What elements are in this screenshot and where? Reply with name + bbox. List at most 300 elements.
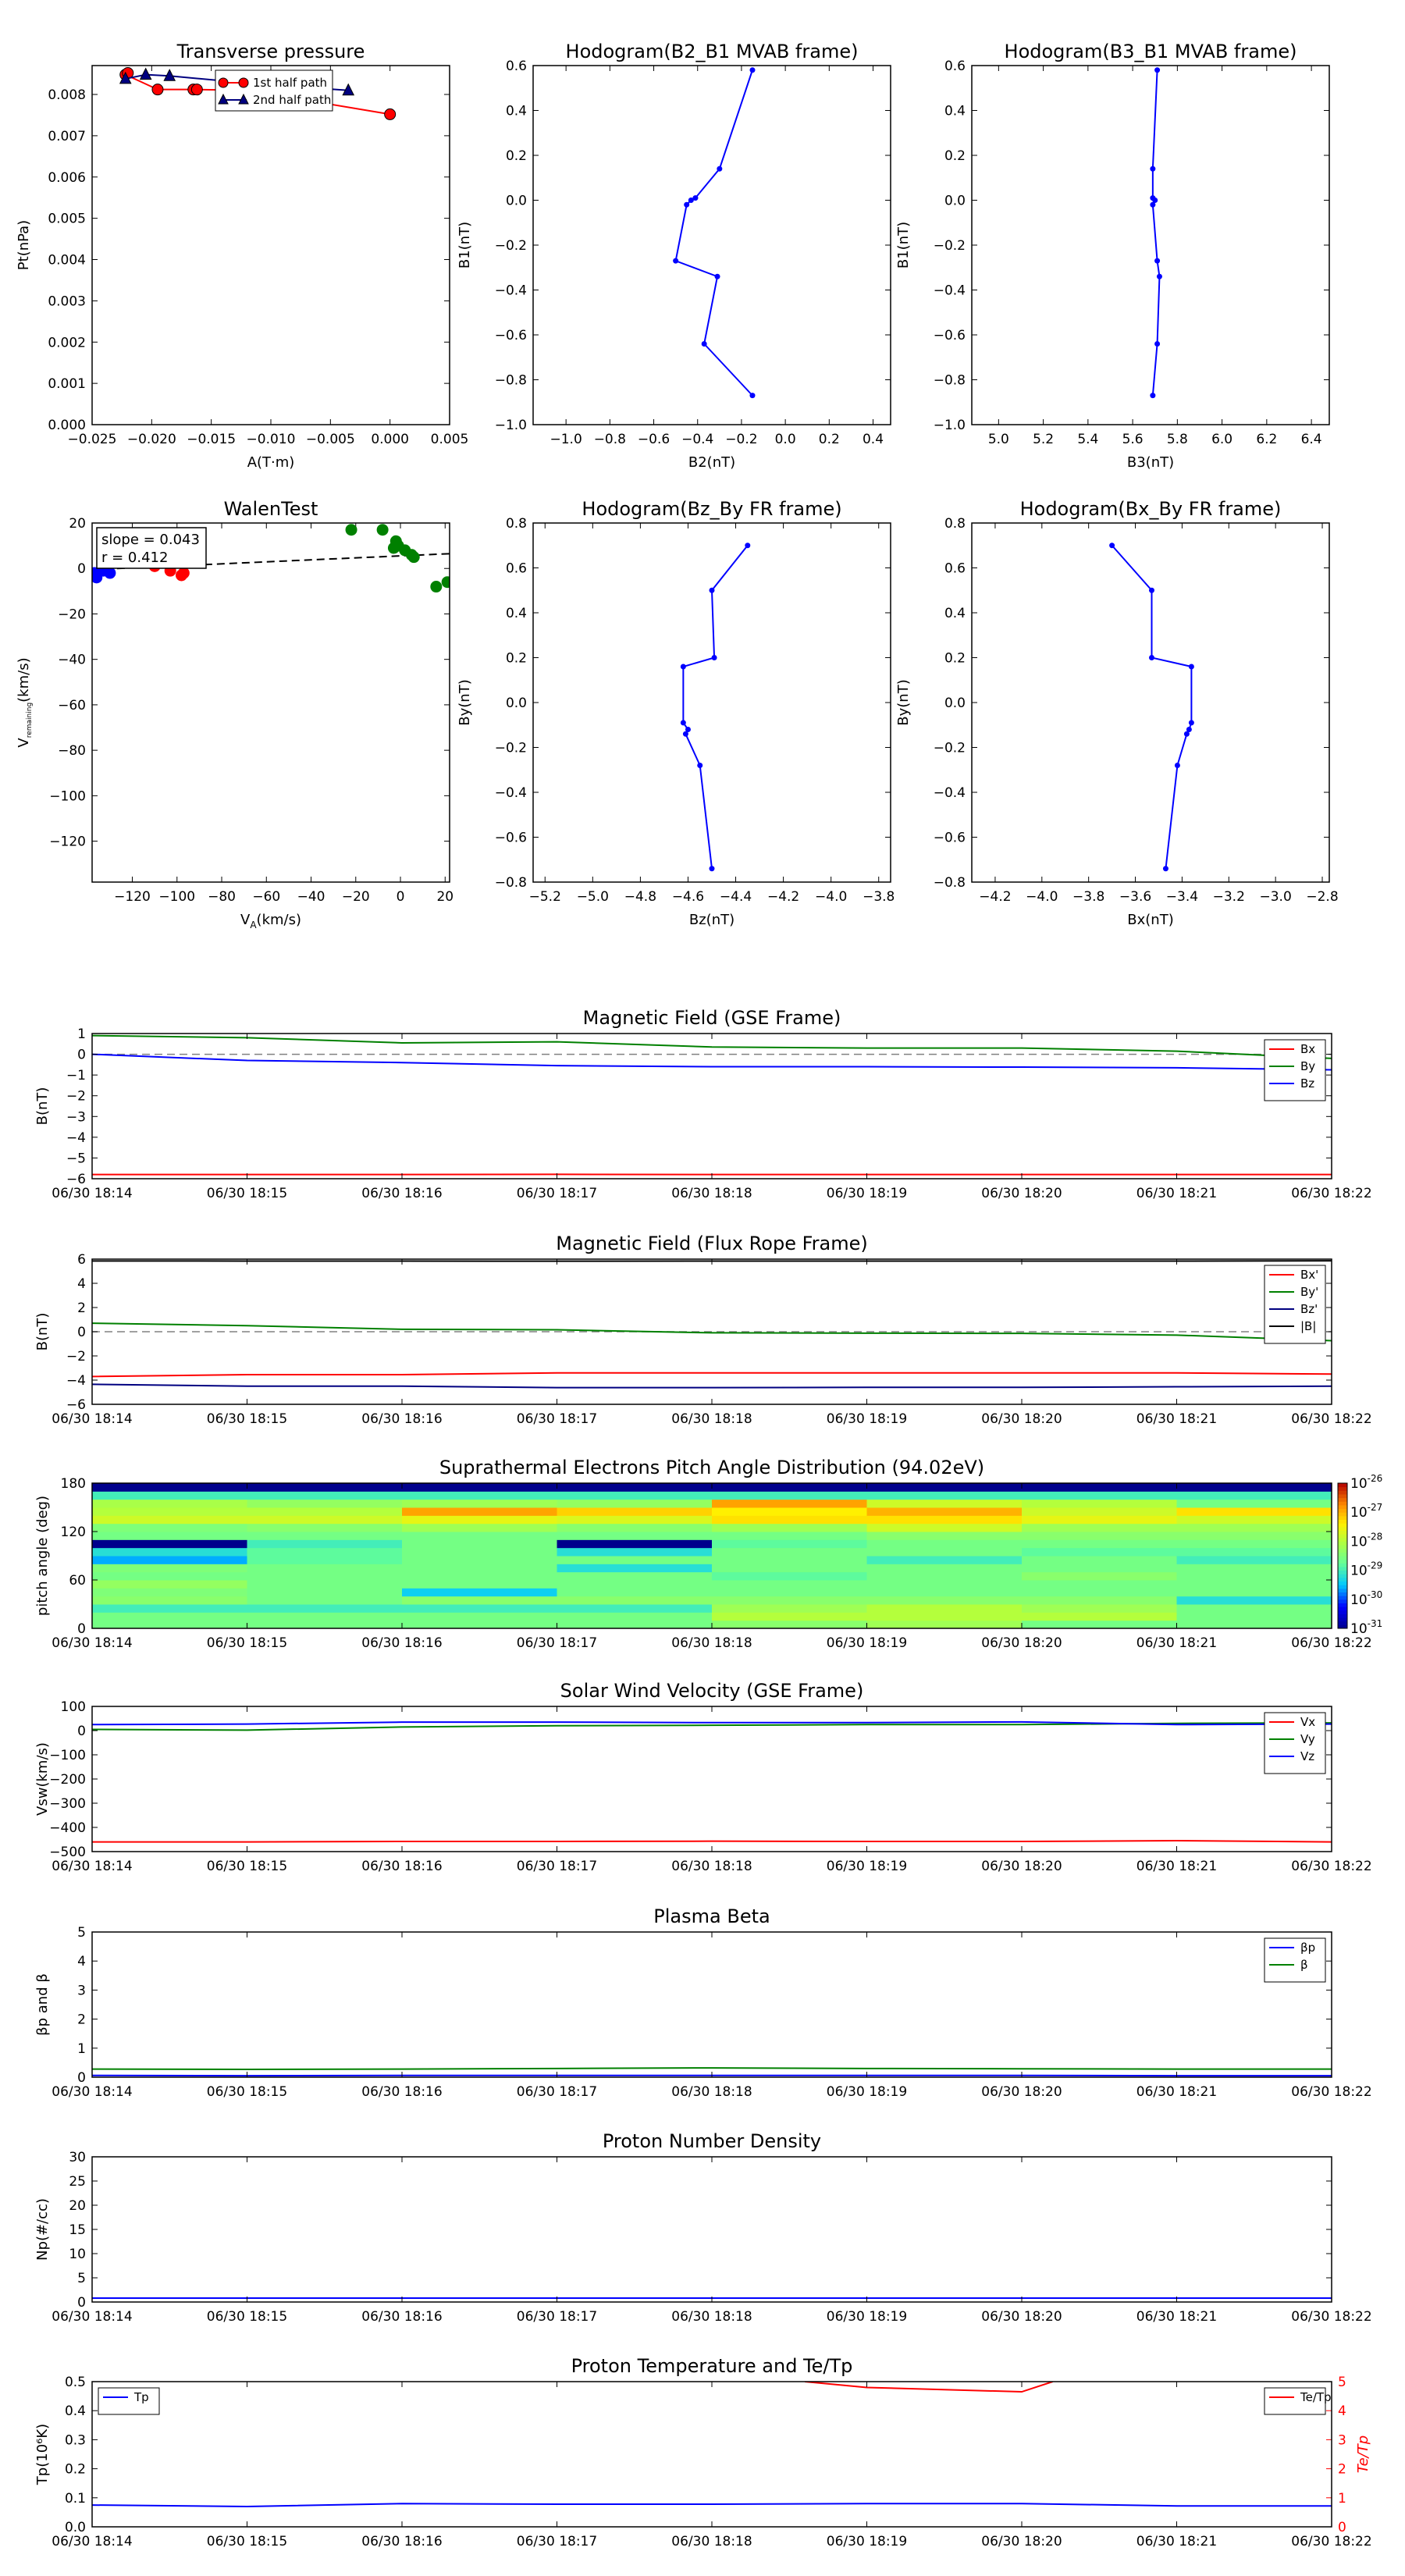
y-tick-label: −0.8 <box>494 875 527 891</box>
y-tick-label: −4 <box>66 1130 86 1146</box>
x-tick-label: 06/30 18:20 <box>981 2309 1062 2325</box>
colorbar-step <box>1338 1523 1347 1527</box>
x-tick-label: 06/30 18:16 <box>361 1859 443 1874</box>
heatmap-cell <box>557 1548 713 1557</box>
heatmap-cell <box>402 1621 557 1629</box>
panel-p3 <box>34 1457 1382 1651</box>
x-tick-label: 06/30 18:14 <box>52 1411 133 1427</box>
y-tick-label: −0.6 <box>933 328 966 343</box>
x-tick-label: −1.0 <box>550 432 582 447</box>
colorbar-tick-label <box>1350 1560 1382 1579</box>
heatmap-cell <box>712 1548 867 1557</box>
y-tick-label: 0.8 <box>944 516 966 532</box>
heatmap-cell <box>867 1500 1023 1508</box>
data-point <box>152 84 163 95</box>
heatmap-cell <box>1177 1572 1332 1581</box>
x-tick-label: −0.4 <box>681 432 714 447</box>
x-tick-label: −3.4 <box>1165 889 1199 905</box>
heatmap-cell <box>1022 1580 1177 1589</box>
data-point <box>710 588 715 593</box>
y-tick-label: −6 <box>66 1397 86 1413</box>
y-axis-label: B(nT) <box>34 1312 51 1351</box>
data-point <box>681 720 686 725</box>
x-tick-label: 06/30 18:16 <box>361 1635 443 1651</box>
panel-title: Magnetic Field (GSE Frame) <box>582 1007 841 1029</box>
heatmap-cell <box>1177 1515 1332 1524</box>
colorbar-step <box>1338 1530 1347 1534</box>
heatmap-cell <box>402 1539 557 1548</box>
x-tick-label: 06/30 18:17 <box>516 1411 598 1427</box>
data-point <box>346 525 357 535</box>
heatmap-cell <box>557 1556 713 1564</box>
y-tick-label: −300 <box>49 1796 86 1812</box>
heatmap-cell <box>867 1548 1023 1557</box>
data-point <box>1149 655 1154 660</box>
colorbar-step <box>1338 1487 1347 1491</box>
y-tick-label: −60 <box>58 697 86 713</box>
x-tick-label: 0.000 <box>371 432 410 447</box>
y-tick-label: −0.4 <box>933 785 966 801</box>
y-tick-label-right: 2 <box>1338 2461 1346 2478</box>
heatmap-cell <box>1022 1500 1177 1508</box>
y-axis-label-right: Te/Tp <box>1355 2435 1371 2474</box>
colorbar-step <box>1338 1556 1347 1560</box>
heatmap-cell <box>92 1524 247 1532</box>
data-point <box>1157 274 1162 279</box>
panel-title: Magnetic Field (Flux Rope Frame) <box>556 1233 868 1254</box>
y-tick-label: −0.4 <box>494 785 527 801</box>
colorbar-tick-exp: -27 <box>1367 1502 1383 1514</box>
heatmap-cell <box>92 1515 247 1524</box>
chart-c6 <box>895 498 1339 928</box>
y-tick-label: −0.6 <box>494 830 527 846</box>
y-tick-label: 10 <box>69 2247 86 2262</box>
colorbar-step <box>1338 1599 1347 1603</box>
y-tick-label: 0.3 <box>64 2432 86 2449</box>
x-tick-label: 06/30 18:22 <box>1291 1411 1372 1427</box>
heatmap-cell <box>1177 1564 1332 1572</box>
y-tick-label: 0.6 <box>944 59 966 74</box>
y-tick-label: 1 <box>77 2041 86 2057</box>
x-tick-label: 06/30 18:17 <box>516 2084 598 2100</box>
heatmap-cell <box>402 1580 557 1589</box>
data-point <box>717 166 722 172</box>
y-tick-label-right: 0 <box>1338 2520 1346 2535</box>
legend <box>1264 1040 1325 1101</box>
y-tick-label: 120 <box>60 1525 86 1540</box>
chart-c5 <box>457 498 895 928</box>
y-tick-label: 2 <box>77 1300 86 1316</box>
x-tick-label: −100 <box>158 889 196 905</box>
colorbar-step <box>1338 1596 1347 1599</box>
data-point <box>140 69 151 80</box>
x-tick-label: 06/30 18:21 <box>1136 1411 1218 1427</box>
legend-label: Bx' <box>1300 1268 1319 1282</box>
panel-title: Plasma Beta <box>653 1905 770 1927</box>
y-tick-label: 0.2 <box>505 650 527 667</box>
x-tick-label: 5.6 <box>1122 432 1144 447</box>
y-tick-label: 0.6 <box>505 560 527 577</box>
y-tick-label: 0.006 <box>48 169 86 186</box>
legend <box>1264 1713 1325 1774</box>
data-point <box>1189 664 1194 670</box>
x-tick-label: 06/30 18:22 <box>1291 1635 1372 1651</box>
heatmap-cell <box>1177 1500 1332 1508</box>
y-tick-label: 0.0 <box>505 193 527 209</box>
colorbar-step <box>1338 1490 1347 1494</box>
y-tick-label-right: 3 <box>1338 2432 1346 2449</box>
heatmap-cell <box>557 1532 713 1540</box>
legend-label: βp <box>1300 1941 1316 1955</box>
plot-area <box>92 1483 1332 1629</box>
heatmap-cell <box>1177 1588 1332 1596</box>
heatmap-cell <box>712 1539 867 1548</box>
y-tick-label: 0.004 <box>48 252 86 269</box>
heatmap-cell <box>557 1507 713 1516</box>
x-axis-label: Bx(nT) <box>1127 912 1174 928</box>
y-tick-label: 0.4 <box>944 103 966 119</box>
data-point <box>683 731 688 737</box>
heatmap-cell <box>1177 1532 1332 1540</box>
heatmap-cell <box>557 1500 713 1508</box>
colorbar-step <box>1338 1592 1347 1596</box>
legend-label: 2nd half path <box>253 93 332 107</box>
data-point <box>1154 67 1160 73</box>
heatmap-cell <box>247 1580 403 1589</box>
x-tick-label: 0.2 <box>818 432 840 447</box>
colorbar-step <box>1338 1520 1347 1524</box>
colorbar-step <box>1338 1512 1347 1516</box>
y-tick-label: 0 <box>77 561 86 578</box>
heatmap-cell <box>402 1507 557 1516</box>
x-tick-label: 0 <box>396 889 405 905</box>
y-tick-label: −0.8 <box>933 372 966 389</box>
chart-c1 <box>16 41 468 471</box>
y-tick-label: 0.5 <box>64 2375 86 2390</box>
annotation-slope: slope = 0.043 <box>101 532 200 548</box>
colorbar-step <box>1338 1505 1347 1509</box>
x-tick-label: 5.0 <box>987 432 1009 447</box>
colorbar-step <box>1338 1606 1347 1610</box>
heatmap-cell <box>247 1621 403 1629</box>
heatmap-cell <box>867 1612 1023 1621</box>
heatmap-cell <box>247 1532 403 1540</box>
plot-frame <box>533 66 891 425</box>
colorbar-step <box>1338 1571 1347 1574</box>
heatmap-cell <box>1022 1564 1177 1572</box>
colorbar-step <box>1338 1498 1347 1502</box>
x-axis-label-main: V <box>240 912 251 928</box>
y-tick-label: 0.000 <box>48 418 86 433</box>
heatmap-cell <box>1022 1539 1177 1548</box>
heatmap-cell <box>1022 1483 1177 1492</box>
series-line-0 <box>683 546 747 869</box>
heatmap-cell <box>1177 1556 1332 1564</box>
heatmap-cell <box>402 1604 557 1613</box>
colorbar-step <box>1338 1516 1347 1520</box>
heatmap-cell <box>247 1524 403 1532</box>
plot-frame <box>92 66 450 425</box>
y-tick-label: 0.003 <box>48 294 86 310</box>
y-tick-label: −200 <box>49 1772 86 1788</box>
heatmap-cell <box>1177 1507 1332 1516</box>
colorbar-tick-label <box>1350 1589 1382 1608</box>
plot-frame <box>92 1932 1332 2077</box>
data-point <box>1150 166 1155 172</box>
x-tick-label: −0.005 <box>305 432 355 447</box>
y-tick-label: 25 <box>69 2174 86 2190</box>
heatmap-cell <box>867 1556 1023 1564</box>
x-tick-label: 06/30 18:18 <box>671 1635 752 1651</box>
colorbar-step <box>1338 1560 1347 1564</box>
series-line-Bz <box>92 1055 1332 1070</box>
colorbar <box>1338 1473 1382 1637</box>
plot-frame <box>533 523 891 882</box>
heatmap-cell <box>92 1580 247 1589</box>
y-tick-label: −2 <box>66 1349 86 1364</box>
x-tick-label: 06/30 18:15 <box>206 2534 288 2549</box>
annotation-r: r = 0.412 <box>101 550 169 566</box>
series-line-Tp <box>92 2503 1332 2507</box>
series-line-right <box>805 2382 1053 2392</box>
panel-title: Suprathermal Electrons Pitch Angle Distribution (94.02eV) <box>439 1457 985 1478</box>
y-tick-label: 0.8 <box>505 516 527 532</box>
heatmap-cell <box>712 1572 867 1581</box>
heatmap-cell <box>247 1515 403 1524</box>
panel-title: Proton Temperature and Te/Tp <box>571 2355 853 2377</box>
x-axis-label: A(T·m) <box>247 454 295 471</box>
y-axis-label-tail: (km/s) <box>16 657 32 703</box>
colorbar-step <box>1338 1614 1347 1617</box>
x-tick-label: −2.8 <box>1306 889 1339 905</box>
colorbar-tick-exp: -28 <box>1367 1531 1383 1542</box>
x-tick-label: 06/30 18:21 <box>1136 1186 1218 1201</box>
y-axis-label: B1(nT) <box>895 221 912 269</box>
data-point <box>1184 731 1190 737</box>
x-tick-label: 0.005 <box>430 432 469 447</box>
series-line-0 <box>1153 70 1160 396</box>
legend-label: Vx <box>1300 1715 1316 1729</box>
y-tick-label: −0.6 <box>933 830 966 846</box>
series-line-0 <box>676 70 752 396</box>
data-point <box>1154 258 1160 264</box>
y-tick-label: 60 <box>69 1573 86 1589</box>
x-tick-label: −3.6 <box>1119 889 1152 905</box>
legend-label: Te/Tp <box>1300 2390 1332 2404</box>
x-tick-label: 06/30 18:15 <box>206 1411 288 1427</box>
plot-frame <box>92 1706 1332 1852</box>
heatmap-cell <box>92 1539 247 1548</box>
y-axis-label: Np(#/cc) <box>34 2198 51 2261</box>
panel-p4 <box>34 1680 1372 1874</box>
colorbar-step <box>1338 1585 1347 1589</box>
heatmap-cell <box>712 1556 867 1564</box>
data-point <box>442 577 453 588</box>
legend-label: Vy <box>1300 1732 1315 1746</box>
y-tick-label: 0.008 <box>48 87 86 104</box>
y-tick-label: −100 <box>49 788 86 805</box>
heatmap-cell <box>92 1556 247 1564</box>
legend-marker <box>239 78 248 87</box>
heatmap-cell <box>402 1483 557 1492</box>
data-point <box>1149 588 1154 593</box>
colorbar-tick-exp: -30 <box>1367 1589 1383 1600</box>
y-tick-label: −0.2 <box>494 740 527 756</box>
heatmap-cell <box>557 1539 713 1548</box>
y-tick-label: 0 <box>77 1047 86 1063</box>
heatmap-cell <box>1022 1588 1177 1596</box>
x-tick-label: −3.8 <box>1072 889 1105 905</box>
x-tick-label: 06/30 18:17 <box>516 1186 598 1201</box>
x-tick-label: 06/30 18:19 <box>826 2309 908 2325</box>
heatmap-cell <box>557 1564 713 1572</box>
x-tick-label: 0.4 <box>862 432 884 447</box>
heatmap-cell <box>247 1491 403 1500</box>
x-tick-label: 06/30 18:19 <box>826 2084 908 2100</box>
y-tick-label: 0.4 <box>944 606 966 621</box>
heatmap-cell <box>247 1507 403 1516</box>
colorbar-tick-exp: -26 <box>1367 1473 1383 1484</box>
heatmap-cell <box>402 1612 557 1621</box>
y-tick-label: 4 <box>77 1276 86 1292</box>
x-tick-label: −3.8 <box>863 889 895 905</box>
y-tick-label: −0.8 <box>494 372 527 389</box>
y-tick-label: −4 <box>66 1373 86 1389</box>
x-axis-label: Bz(nT) <box>688 912 735 928</box>
y-tick-label: 5 <box>77 2271 86 2286</box>
y-tick-label: 6 <box>77 1252 86 1268</box>
heatmap-cell <box>92 1491 247 1500</box>
data-point <box>431 582 442 592</box>
legend-label: By <box>1300 1059 1316 1073</box>
x-tick-label: 06/30 18:20 <box>981 2084 1062 2100</box>
heatmap-cell <box>1022 1515 1177 1524</box>
data-point <box>1175 763 1180 768</box>
colorbar-step <box>1338 1527 1347 1531</box>
colorbar-tick-base: 10 <box>1350 1476 1368 1492</box>
x-tick-label: −0.8 <box>593 432 626 447</box>
colorbar-step <box>1338 1501 1347 1505</box>
heatmap-cell <box>1022 1621 1177 1629</box>
legend-box <box>98 2388 159 2414</box>
heatmap-cell <box>402 1556 557 1564</box>
y-tick-label: −1.0 <box>933 418 966 433</box>
data-point <box>681 664 686 670</box>
heatmap-cell <box>92 1532 247 1540</box>
heatmap-cell <box>867 1532 1023 1540</box>
heatmap-cell <box>92 1604 247 1613</box>
x-tick-label: 06/30 18:15 <box>206 1859 288 1874</box>
heatmap-cell <box>712 1564 867 1572</box>
plot-frame <box>972 66 1329 425</box>
y-axis-label-main: V <box>16 738 32 748</box>
data-point <box>712 655 717 660</box>
x-tick-label: 06/30 18:22 <box>1291 2084 1372 2100</box>
heatmap-cell <box>247 1564 403 1572</box>
heatmap-cell <box>247 1483 403 1492</box>
y-tick-label: 0.0 <box>64 2520 86 2535</box>
heatmap-cell <box>1177 1491 1332 1500</box>
heatmap-cell <box>402 1596 557 1605</box>
y-tick-label: 0.005 <box>48 211 86 227</box>
chart-title: Hodogram(Bx_By FR frame) <box>1019 498 1282 520</box>
data-point <box>1154 341 1160 347</box>
x-tick-label: 5.4 <box>1077 432 1099 447</box>
x-tick-label: 06/30 18:15 <box>206 2309 288 2325</box>
legend-label: Bz <box>1300 1076 1315 1091</box>
heatmap-cell <box>1177 1524 1332 1532</box>
colorbar-step <box>1338 1617 1347 1621</box>
legend <box>1264 2388 1332 2414</box>
colorbar-tick-label <box>1350 1502 1382 1521</box>
series-line-Vx <box>92 1841 1332 1842</box>
data-point <box>385 109 396 119</box>
y-tick-label: 1 <box>77 1026 86 1042</box>
y-tick-label: 0.2 <box>505 148 527 164</box>
colorbar-tick-label <box>1350 1531 1382 1550</box>
colorbar-step <box>1338 1483 1347 1487</box>
heatmap-cell <box>712 1483 867 1492</box>
y-tick-label: −0.6 <box>494 328 527 343</box>
heatmap-cell <box>867 1539 1023 1548</box>
x-tick-label: 0.0 <box>774 432 796 447</box>
x-tick-label: −4.4 <box>719 889 752 905</box>
x-tick-label: 06/30 18:18 <box>671 2084 752 2100</box>
plot-frame <box>92 523 450 882</box>
y-tick-label: 5 <box>77 1925 86 1941</box>
heatmap-cell <box>92 1621 247 1629</box>
heatmap-cell <box>712 1596 867 1605</box>
x-axis-label-tail: (km/s) <box>256 912 301 928</box>
data-point <box>377 525 388 535</box>
plot-area <box>92 1036 1332 1175</box>
y-axis-label: Pt(nPa) <box>16 219 32 271</box>
data-point <box>749 393 755 398</box>
x-tick-label: 5.8 <box>1166 432 1188 447</box>
x-tick-label: 06/30 18:18 <box>671 2309 752 2325</box>
y-tick-label-right: 1 <box>1338 2490 1346 2507</box>
heatmap-cell <box>557 1572 713 1581</box>
heatmap-cell <box>1022 1524 1177 1532</box>
y-tick-label: 4 <box>77 1954 86 1970</box>
series-line-By <box>92 1036 1332 1059</box>
y-tick-label-right: 4 <box>1338 2403 1346 2420</box>
x-tick-label: 06/30 18:21 <box>1136 2084 1218 2100</box>
x-tick-label: 06/30 18:20 <box>981 1859 1062 1874</box>
y-tick-label: −2 <box>66 1088 86 1105</box>
y-tick-label: −120 <box>49 834 86 850</box>
heatmap-cell <box>867 1572 1023 1581</box>
heatmap-cell <box>712 1515 867 1524</box>
data-point <box>702 341 707 347</box>
x-tick-label: 5.2 <box>1033 432 1055 447</box>
heatmap-cell <box>867 1507 1023 1516</box>
y-tick-label: 100 <box>60 1699 86 1715</box>
colorbar-tick-exp: -31 <box>1367 1618 1383 1629</box>
y-tick-label: −0.8 <box>933 875 966 891</box>
colorbar-tick-label <box>1350 1473 1382 1492</box>
heatmap-cell <box>557 1524 713 1532</box>
heatmap-cell <box>1022 1596 1177 1605</box>
plot-area <box>92 2382 1332 2507</box>
heatmap-cell <box>402 1532 557 1540</box>
heatmap-cell <box>247 1596 403 1605</box>
x-tick-label: 06/30 18:16 <box>361 1411 443 1427</box>
y-tick-label: 180 <box>60 1476 86 1492</box>
heatmap-cell <box>867 1491 1023 1500</box>
x-tick-label: 06/30 18:20 <box>981 1411 1062 1427</box>
heatmap-cell <box>557 1621 713 1629</box>
